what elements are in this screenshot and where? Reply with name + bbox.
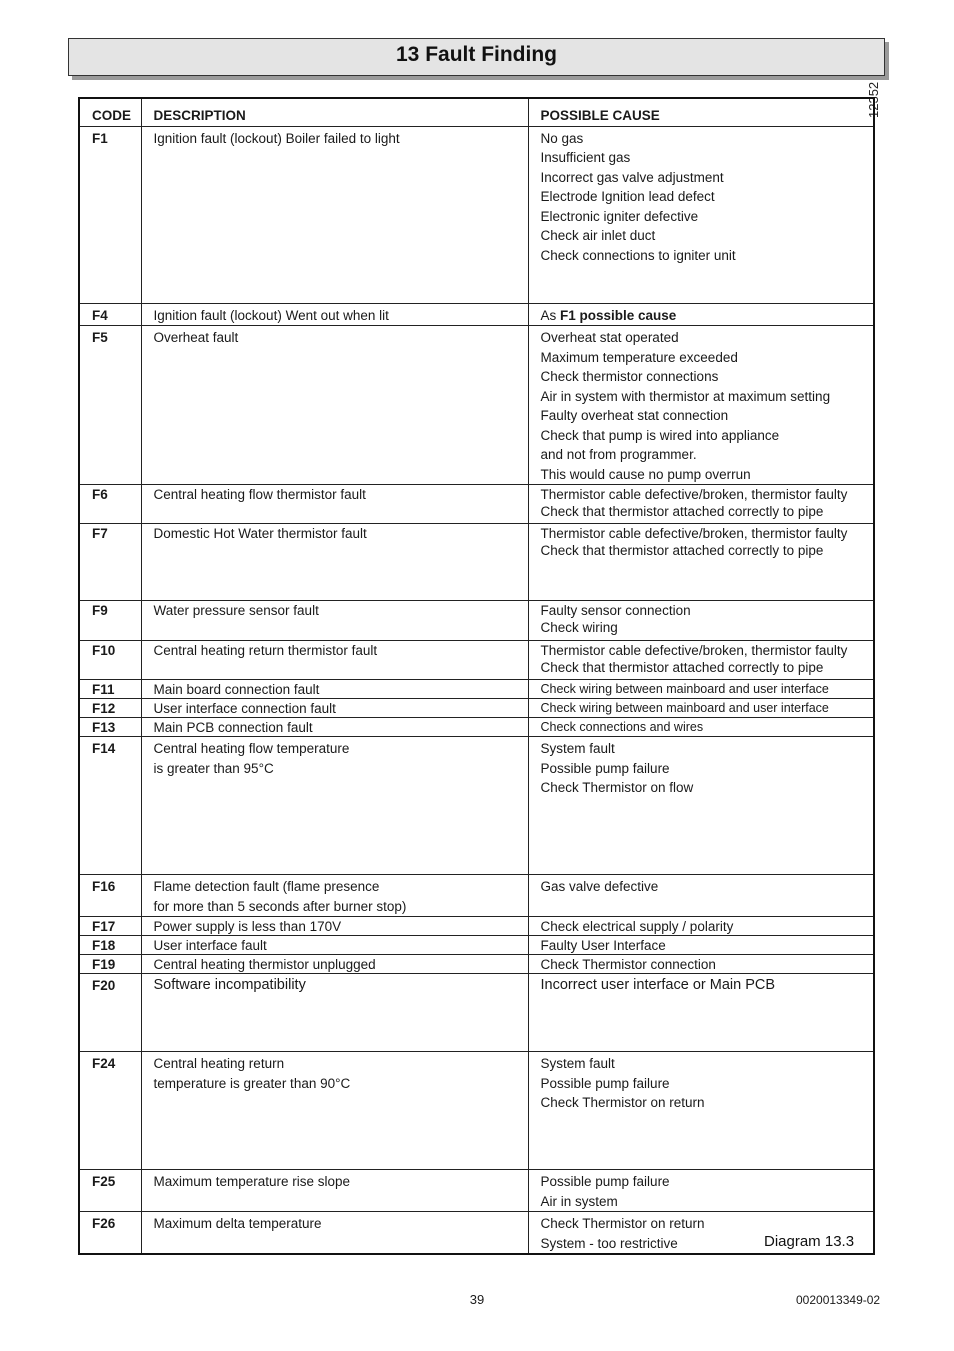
table-row xyxy=(79,680,874,699)
fault-description: Main PCB connection fault xyxy=(141,718,528,737)
fault-description xyxy=(141,875,528,917)
fault-description: User interface fault xyxy=(141,936,528,955)
reference-code: 12352 xyxy=(866,81,881,118)
fault-description: Software incompatibility xyxy=(141,974,528,1052)
table-row xyxy=(79,1170,874,1212)
cause-line: Check Thermistor on flow xyxy=(540,780,694,795)
cause-line: Electronic igniter defective xyxy=(540,208,699,224)
cause-line: Check Thermistor on return xyxy=(540,1095,705,1110)
cause-line: Thermistor cable defective/broken, thermistor faulty xyxy=(540,643,848,658)
page-number: 39 xyxy=(469,1292,485,1307)
cause-line: Incorrect gas valve adjustment xyxy=(540,169,724,185)
table-header-row xyxy=(79,98,874,126)
diagram-label: Diagram 13.3 xyxy=(764,1233,855,1250)
possible-cause xyxy=(528,641,874,680)
possible-cause xyxy=(528,737,874,875)
fault-code: F14 xyxy=(79,737,141,875)
cause-line: Electrode Ignition lead defect xyxy=(540,189,715,204)
cause-line: System fault xyxy=(540,741,615,756)
table-row xyxy=(79,126,874,303)
cause-line: Maximum temperature exceeded xyxy=(540,349,738,365)
fault-code-table xyxy=(78,97,875,1255)
possible-cause xyxy=(528,1052,874,1170)
possible-cause xyxy=(528,326,874,485)
cause-line: Check connections to igniter unit xyxy=(540,247,736,263)
fault-description: Ignition fault (lockout) Went out when lit xyxy=(141,303,528,326)
possible-cause xyxy=(528,485,874,524)
table-row xyxy=(79,1052,874,1170)
cause-line: Air in system xyxy=(540,1193,618,1209)
table-row xyxy=(79,303,874,326)
cause-line: Check thermistor connections xyxy=(540,369,719,384)
fault-code: F18 xyxy=(79,936,141,955)
cause-line: Check wiring xyxy=(540,620,618,635)
fault-code: F19 xyxy=(79,955,141,974)
cause-line: System fault xyxy=(540,1056,615,1071)
table-row xyxy=(79,955,874,974)
fault-description: Central heating thermistor unplugged xyxy=(141,955,528,974)
cause-line: Thermistor cable defective/broken, thermistor faulty xyxy=(540,487,848,502)
fault-code: F11 xyxy=(79,680,141,699)
cause-line: Possible pump failure xyxy=(540,1075,670,1091)
fault-code: F24 xyxy=(79,1052,141,1170)
column-header-description: DESCRIPTION xyxy=(141,98,528,126)
table-row xyxy=(79,524,874,601)
cause-line: Overheat stat operated xyxy=(540,330,679,345)
possible-cause: Incorrect user interface or Main PCB xyxy=(528,974,874,1052)
cause-line: and not from programmer. xyxy=(540,447,697,462)
cause-line: Thermistor cable defective/broken, thermistor faulty xyxy=(540,526,848,541)
fault-code: F5 xyxy=(79,326,141,485)
description-line: Flame detection fault (flame presence xyxy=(153,879,380,894)
possible-cause: Check Thermistor connection xyxy=(528,955,874,974)
column-header-cause: POSSIBLE CAUSE xyxy=(528,98,874,126)
cause-prefix: As xyxy=(540,307,561,323)
fault-code: F4 xyxy=(79,303,141,326)
fault-code: F10 xyxy=(79,641,141,680)
fault-description: Ignition fault (lockout) Boiler failed to light xyxy=(141,126,528,303)
cause-line: Check Thermistor on return xyxy=(540,1216,705,1231)
fault-code: F6 xyxy=(79,485,141,524)
cause-line: Check air inlet duct xyxy=(540,228,656,243)
cause-line: System - too restrictive xyxy=(540,1235,678,1251)
cause-line: Possible pump failure xyxy=(540,760,670,776)
fault-code: F17 xyxy=(79,917,141,936)
possible-cause xyxy=(528,1170,874,1212)
fault-description: Maximum delta temperature xyxy=(141,1212,528,1255)
table-row xyxy=(79,936,874,955)
document-code: 0020013349-02 xyxy=(796,1293,881,1307)
section-header xyxy=(68,38,885,76)
cause-line: Air in system with thermistor at maximum setting xyxy=(540,388,831,404)
possible-cause: Check connections and wires xyxy=(528,718,874,737)
fault-code: F13 xyxy=(79,718,141,737)
description-line: is greater than 95°C xyxy=(153,760,274,776)
fault-description: Power supply is less than 170V xyxy=(141,917,528,936)
possible-cause: Check wiring between mainboard and user interface xyxy=(528,699,874,718)
fault-description xyxy=(141,737,528,875)
cause-line: Check that thermistor attached correctly to pipe xyxy=(540,543,824,558)
description-line: temperature is greater than 90°C xyxy=(153,1075,351,1091)
column-header-code: CODE xyxy=(79,98,141,126)
fault-description: Main board connection fault xyxy=(141,680,528,699)
table-row xyxy=(79,485,874,524)
fault-description: Maximum temperature rise slope xyxy=(141,1170,528,1212)
fault-description: Water pressure sensor fault xyxy=(141,601,528,641)
cause-line: Insufficient gas xyxy=(540,150,631,165)
possible-cause: Faulty User Interface xyxy=(528,936,874,955)
cause-line: No gas xyxy=(540,130,584,146)
fault-code: F1 xyxy=(79,126,141,303)
cause-line: Check that thermistor attached correctly to pipe xyxy=(540,660,824,675)
table-row xyxy=(79,1212,874,1255)
fault-description: Domestic Hot Water thermistor fault xyxy=(141,524,528,601)
cause-line: Possible pump failure xyxy=(540,1174,670,1189)
fault-code: F25 xyxy=(79,1170,141,1212)
fault-code: F7 xyxy=(79,524,141,601)
fault-code: F9 xyxy=(79,601,141,641)
cause-reference: F1 possible cause xyxy=(560,307,677,323)
fault-description xyxy=(141,1052,528,1170)
possible-cause: Check wiring between mainboard and user interface xyxy=(528,680,874,699)
table-row xyxy=(79,601,874,641)
possible-cause xyxy=(528,601,874,641)
possible-cause: Gas valve defective xyxy=(528,875,874,917)
cause-line: Check that thermistor attached correctly to pipe xyxy=(540,504,824,519)
fault-description: Overheat fault xyxy=(141,326,528,485)
fault-code: F26 xyxy=(79,1212,141,1255)
possible-cause xyxy=(528,524,874,601)
table-row xyxy=(79,737,874,875)
cause-line: Faulty overheat stat connection xyxy=(540,408,729,423)
description-line: for more than 5 seconds after burner stop) xyxy=(153,898,407,914)
possible-cause xyxy=(528,126,874,303)
fault-description: Central heating return thermistor fault xyxy=(141,641,528,680)
table-row xyxy=(79,641,874,680)
table-row xyxy=(79,875,874,917)
table-row xyxy=(79,718,874,737)
fault-code: F16 xyxy=(79,875,141,917)
cause-line: Check that pump is wired into appliance xyxy=(540,427,780,443)
description-line: Central heating return xyxy=(153,1056,285,1071)
table-row xyxy=(79,699,874,718)
cause-line: Faulty sensor connection xyxy=(540,603,691,618)
table-row xyxy=(79,326,874,485)
page-title: 13 Fault Finding xyxy=(396,43,557,66)
description-line: Central heating flow temperature xyxy=(153,741,350,756)
fault-description: User interface connection fault xyxy=(141,699,528,718)
cause-line: This would cause no pump overrun xyxy=(540,466,751,482)
fault-code: F20 xyxy=(79,974,141,1052)
fault-description: Central heating flow thermistor fault xyxy=(141,485,528,524)
fault-code: F12 xyxy=(79,699,141,718)
table-row xyxy=(79,974,874,1052)
possible-cause: Check electrical supply / polarity xyxy=(528,917,874,936)
possible-cause xyxy=(528,303,874,326)
table-row xyxy=(79,917,874,936)
